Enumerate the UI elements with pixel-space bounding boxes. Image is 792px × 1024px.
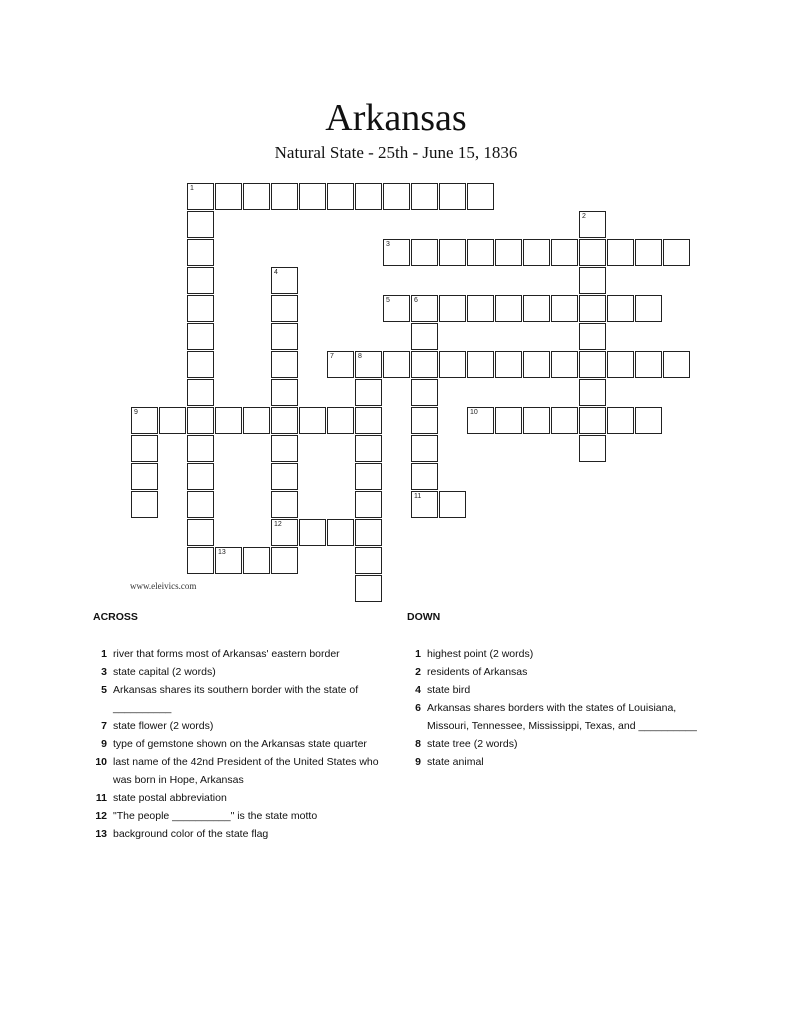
grid-cell[interactable] [635, 295, 662, 322]
page-title: Arkansas [325, 97, 467, 139]
grid-cell[interactable] [579, 379, 606, 406]
clue-number: 13 [95, 828, 107, 840]
grid-cell[interactable] [439, 351, 466, 378]
grid-cell[interactable] [523, 351, 550, 378]
grid-cell[interactable] [271, 351, 298, 378]
grid-cell[interactable] [159, 407, 186, 434]
credit-url: www.eleivics.com [130, 581, 197, 591]
grid-cell[interactable] [271, 463, 298, 490]
down-clue-list [399, 645, 699, 771]
grid-cell[interactable] [467, 407, 494, 434]
grid-cell[interactable] [411, 491, 438, 518]
clue-text: "The people __________" is the state motto [113, 810, 318, 822]
grid-cell[interactable] [635, 239, 662, 266]
grid-cell[interactable] [411, 435, 438, 462]
grid-cell[interactable] [411, 323, 438, 350]
grid-cell[interactable] [635, 407, 662, 434]
grid-cell[interactable] [243, 547, 270, 574]
clue-number: 1 [101, 648, 107, 660]
across-clue-list [85, 645, 380, 843]
grid-cell[interactable] [271, 183, 298, 210]
clue-number: 12 [95, 810, 107, 822]
across-clue-10 [85, 753, 380, 789]
clue-text: state tree (2 words) [427, 738, 518, 750]
grid-cell[interactable] [607, 239, 634, 266]
cell-number: 12 [274, 521, 282, 528]
clue-number: 1 [415, 648, 421, 660]
cell-number: 8 [358, 353, 362, 360]
grid-cell[interactable] [187, 183, 214, 210]
grid-cell[interactable] [327, 183, 354, 210]
grid-cell[interactable] [187, 547, 214, 574]
grid-cell[interactable] [271, 379, 298, 406]
grid-cell[interactable] [579, 295, 606, 322]
grid-cell[interactable] [579, 267, 606, 294]
clue-number: 10 [95, 756, 107, 768]
grid-cell[interactable] [271, 547, 298, 574]
grid-cell[interactable] [299, 183, 326, 210]
grid-cell[interactable] [187, 435, 214, 462]
grid-cell[interactable] [607, 407, 634, 434]
grid-cell[interactable] [383, 351, 410, 378]
grid-cell[interactable] [131, 463, 158, 490]
grid-cell[interactable] [187, 239, 214, 266]
grid-cell[interactable] [355, 407, 382, 434]
grid-cell[interactable] [439, 183, 466, 210]
across-clue-9 [85, 735, 380, 753]
cell-number: 1 [190, 185, 194, 192]
cell-number: 6 [414, 297, 418, 304]
grid-cell[interactable] [131, 407, 158, 434]
grid-cell[interactable] [355, 351, 382, 378]
down-clue-2 [399, 663, 699, 681]
grid-cell[interactable] [439, 491, 466, 518]
clue-number: 5 [101, 684, 107, 696]
grid-cell[interactable] [411, 463, 438, 490]
grid-cell[interactable] [411, 239, 438, 266]
grid-cell[interactable] [355, 379, 382, 406]
grid-cell[interactable] [467, 239, 494, 266]
clue-number: 6 [415, 702, 421, 714]
cell-number: 10 [470, 409, 478, 416]
grid-cell[interactable] [495, 351, 522, 378]
grid-cell[interactable] [383, 183, 410, 210]
grid-cell[interactable] [355, 183, 382, 210]
grid-cell[interactable] [187, 295, 214, 322]
grid-cell[interactable] [579, 211, 606, 238]
down-clue-6 [399, 699, 699, 735]
down-heading: DOWN [407, 611, 441, 623]
clue-number: 8 [415, 738, 421, 750]
grid-cell[interactable] [579, 239, 606, 266]
grid-cell[interactable] [131, 491, 158, 518]
page-subtitle: Natural State - 25th - June 15, 1836 [274, 143, 518, 162]
grid-cell[interactable] [411, 351, 438, 378]
grid-cell[interactable] [327, 519, 354, 546]
grid-cell[interactable] [271, 323, 298, 350]
grid-cell[interactable] [355, 575, 382, 602]
grid-cell[interactable] [523, 239, 550, 266]
grid-cell[interactable] [355, 463, 382, 490]
clue-number: 9 [101, 738, 107, 750]
clue-text: residents of Arkansas [427, 666, 528, 678]
grid-cell[interactable] [355, 491, 382, 518]
across-clue-1 [85, 645, 380, 663]
down-clue-9 [399, 753, 699, 771]
cell-number: 7 [330, 353, 334, 360]
grid-cell[interactable] [299, 407, 326, 434]
grid-cell[interactable] [243, 407, 270, 434]
clue-text: state postal abbreviation [113, 792, 227, 804]
across-heading: ACROSS [93, 611, 138, 623]
grid-cell[interactable] [411, 407, 438, 434]
cell-number: 11 [414, 493, 422, 500]
clue-text: state capital (2 words) [113, 666, 216, 678]
grid-cell[interactable] [467, 351, 494, 378]
grid-cell[interactable] [579, 407, 606, 434]
grid-cell[interactable] [607, 351, 634, 378]
across-clue-12 [85, 807, 380, 825]
grid-cell[interactable] [523, 407, 550, 434]
clue-text: river that forms most of Arkansas' eastern border [113, 648, 340, 660]
grid-cell[interactable] [327, 407, 354, 434]
grid-cell[interactable] [215, 407, 242, 434]
grid-cell[interactable] [271, 267, 298, 294]
grid-cell[interactable] [271, 435, 298, 462]
grid-cell[interactable] [187, 407, 214, 434]
cell-number: 13 [218, 549, 226, 556]
grid-cell[interactable] [187, 323, 214, 350]
grid-cell[interactable] [579, 351, 606, 378]
across-clue-5 [85, 681, 380, 717]
grid-cell[interactable] [663, 351, 690, 378]
clue-text: state bird [427, 684, 471, 696]
grid-cell[interactable] [579, 435, 606, 462]
grid-cell[interactable] [551, 239, 578, 266]
across-clue-7 [85, 717, 380, 735]
grid-cell[interactable] [355, 519, 382, 546]
across-clue-11 [85, 789, 380, 807]
grid-cell[interactable] [271, 491, 298, 518]
grid-cell[interactable] [187, 211, 214, 238]
clue-number: 11 [95, 792, 107, 804]
clue-text: background color of the state flag [113, 828, 269, 840]
grid-cell[interactable] [215, 183, 242, 210]
grid-cell[interactable] [467, 295, 494, 322]
grid-cell[interactable] [579, 323, 606, 350]
grid-cell[interactable] [299, 519, 326, 546]
grid-cell[interactable] [663, 239, 690, 266]
clue-text: Arkansas shares borders with the states of Louisiana, Missouri, Tennessee, Mississippi, Texas, and __________ [427, 702, 697, 732]
grid-cell[interactable] [355, 435, 382, 462]
down-clue-1 [399, 645, 699, 663]
down-clue-4 [399, 681, 699, 699]
grid-cell[interactable] [187, 351, 214, 378]
grid-cell[interactable] [495, 295, 522, 322]
grid-cell[interactable] [271, 295, 298, 322]
clue-number: 7 [101, 720, 107, 732]
grid-cell[interactable] [551, 351, 578, 378]
grid-cell[interactable] [327, 351, 354, 378]
cell-number: 4 [274, 269, 278, 276]
grid-cell[interactable] [411, 295, 438, 322]
clue-text: type of gemstone shown on the Arkansas state quarter [113, 738, 367, 750]
grid-cell[interactable] [215, 547, 242, 574]
clue-number: 9 [415, 756, 421, 768]
grid-cell[interactable] [467, 183, 494, 210]
grid-cell[interactable] [187, 491, 214, 518]
clue-text: last name of the 42nd President of the United States who was born in Hope, Arkansas [113, 756, 379, 786]
across-clue-3 [85, 663, 380, 681]
grid-cell[interactable] [383, 239, 410, 266]
grid-cell[interactable] [495, 239, 522, 266]
clue-number: 4 [415, 684, 421, 696]
grid-cell[interactable] [383, 295, 410, 322]
clue-text: state animal [427, 756, 484, 768]
cell-number: 5 [386, 297, 390, 304]
grid-cell[interactable] [635, 351, 662, 378]
grid-cell[interactable] [411, 379, 438, 406]
grid-cell[interactable] [271, 407, 298, 434]
clue-text: state flower (2 words) [113, 720, 214, 732]
grid-cell[interactable] [187, 519, 214, 546]
grid-cell[interactable] [551, 295, 578, 322]
grid-cell[interactable] [187, 463, 214, 490]
grid-cell[interactable] [187, 379, 214, 406]
grid-cell[interactable] [439, 239, 466, 266]
grid-cell[interactable] [523, 295, 550, 322]
grid-cell[interactable] [355, 547, 382, 574]
grid-cell[interactable] [551, 407, 578, 434]
clue-number: 2 [415, 666, 421, 678]
grid-cell[interactable] [187, 267, 214, 294]
grid-cell[interactable] [607, 295, 634, 322]
grid-cell[interactable] [439, 295, 466, 322]
down-clue-8 [399, 735, 699, 753]
across-clue-13 [85, 825, 380, 843]
cell-number: 2 [582, 213, 586, 220]
clue-number: 3 [101, 666, 107, 678]
grid-cell[interactable] [131, 435, 158, 462]
clue-text: highest point (2 words) [427, 648, 534, 660]
cell-number: 9 [134, 409, 138, 416]
grid-cell[interactable] [411, 183, 438, 210]
cell-number: 3 [386, 241, 390, 248]
grid-cell[interactable] [271, 519, 298, 546]
grid-cell[interactable] [243, 183, 270, 210]
grid-cell[interactable] [495, 407, 522, 434]
clue-text: Arkansas shares its southern border with the state of __________ [113, 684, 359, 714]
